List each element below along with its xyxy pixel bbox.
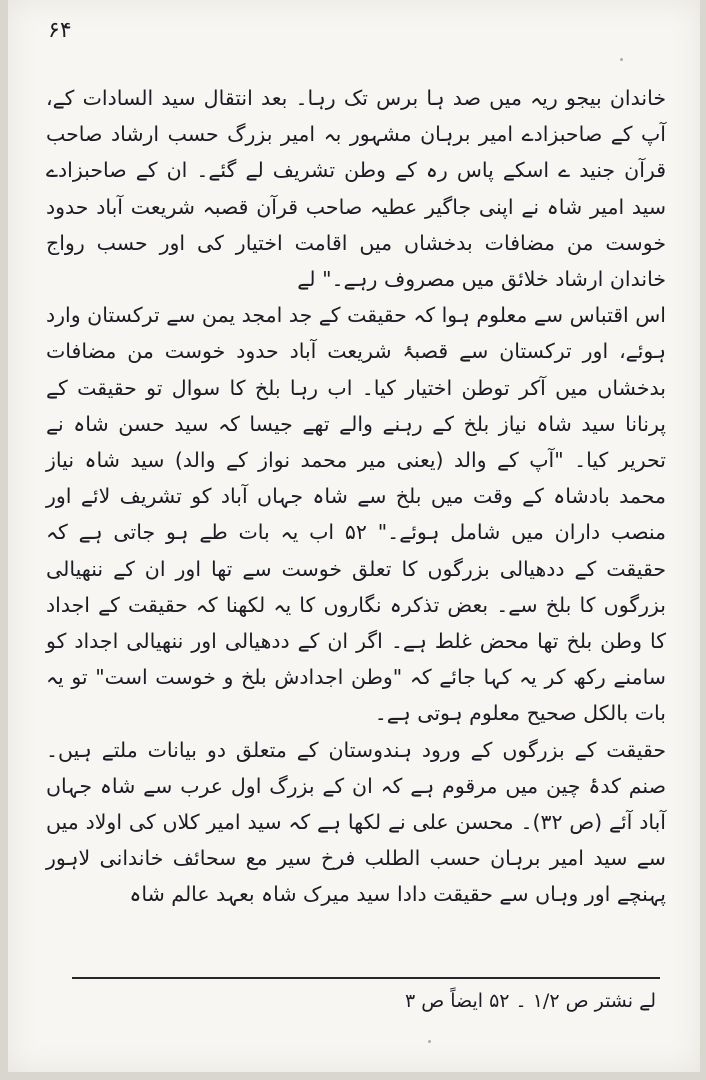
ink-speck (620, 58, 623, 61)
footnote: لے نشتر ص ۱/۲ ۔ ۵۲ ایضاً ص ۳ (404, 990, 656, 1012)
paragraph-2: اس اقتباس سے معلوم ہوا کہ حقیقت کے جد امجد یمن سے ترکستان وارد ہوئے، اور ترکستان سے قصبۂ شریعت آباد حدود خوست من مضافات بدخشاں میں آکر توطن اختیار کیا۔ اب رہا بلخ کا سوال تو حقیقت کے پرنانا سید شاہ نیاز بلخ کے رہنے والے تھے جیسا کہ سید حسن شاہ نے تحریر کیا۔ "آپ کے والد (یعنی میر محمد نواز کے والد) سید شاہ نیاز محمد بادشاہ کے وقت میں بلخ سے شاہ جہاں آباد کو تشریف لائے اور منصب داران میں شامل ہوئے۔" ۵۲ اب یہ بات طے ہو جاتی ہے کہ حقیقت کے ددھیالی بزرگوں کا تعلق خوست سے تھا اور ان کے ننھیالی بزرگوں کا بلخ سے۔ بعض تذکرہ نگاروں کا یہ لکھنا کہ حقیقت کے اجداد کا وطن بلخ تھا محض غلط ہے۔ اگر ان کے ددھیالی اور ننھیالی اجداد کو سامنے رکھ کر یہ کہا جائے کہ "وطن اجدادش بلخ و خوست است" تو یہ بات بالکل صحیح معلوم ہوتی ہے۔ (46, 303, 667, 726)
body-text (46, 80, 666, 913)
paragraph-3: حقیقت کے بزرگوں کے ورود ہندوستان کے متعلق دو بیانات ملتے ہیں۔ صنم کدۂ چین میں مرقوم ہے کہ ان کے بزرگ اول عرب سے شاہ جہاں آباد آئے (ص ۳۲)۔ محسن علی نے لکھا ہے کہ سید امیر کلاں کی اولاد میں سے سید امیر برہان حسب الطلب فرخ سیر مع سحائف خاندانی لاہور پہنچے اور وہاں سے حقیقت دادا سید میرک شاہ بعہد عالم شاہ (46, 737, 666, 907)
footnote-divider (72, 977, 660, 979)
page-number: ۶۴ (48, 18, 72, 43)
paragraph-1: خاندان بیجو ریہ میں صد ہا برس تک رہا۔ بعد انتقال سید السادات کے، آپ کے صاحبزادے امیر برہان مشہور بہ امیر بزرگ حسب ارشاد صاحب قرآن جنید ے اسکے پاس رہ کے وطن تشریف لے گئے۔ ان کے صاحبزادے سید امیر شاہ نے اپنی جاگیر عطیہ صاحب قرآن قصبہ شریعت آباد حدود خوست من مضافات بدخشاں میں اقامت اختیار کی اور حسب رواج خاندان ارشاد خلائق میں مصروف رہے۔" لے (46, 86, 666, 292)
scanned-page (8, 0, 700, 1072)
ink-speck (428, 1040, 431, 1043)
